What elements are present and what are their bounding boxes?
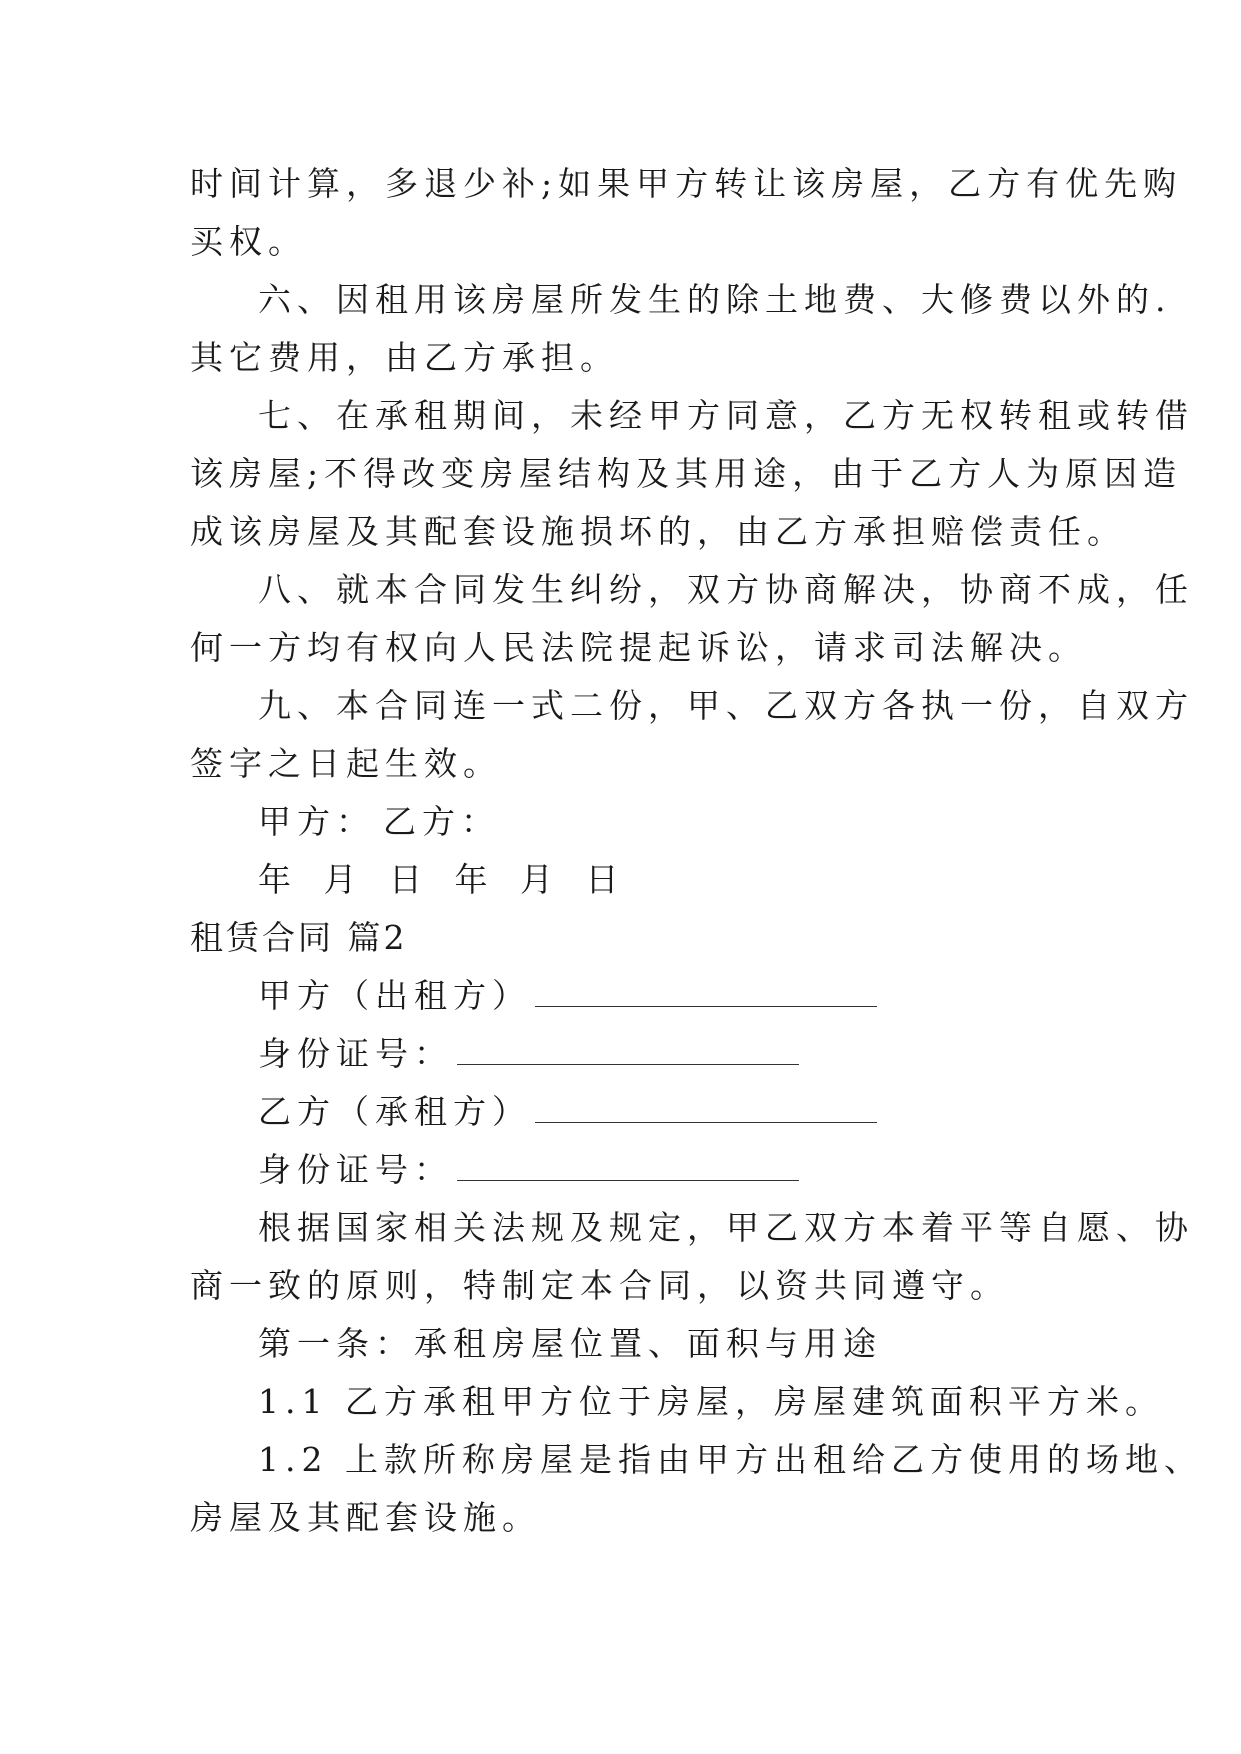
section-title: 租赁合同 篇2 [190,918,408,957]
text-line: 签字之日起生效。 [190,744,502,783]
clause-1-1: 1.1 乙方承租甲方位于房屋，房屋建筑面积平方米。 [258,1382,1164,1421]
id-label: 身份证号： [258,1034,453,1073]
party-a-label: 甲方： [258,802,375,841]
lessee-id-blank [457,1150,799,1181]
article-1-title: 第一条：承租房屋位置、面积与用途 [258,1324,882,1363]
clause-9: 九、本合同连一式二份，甲、乙双方各执一份，自双方 [258,686,1194,725]
lessor-label: 甲方（出租方） [258,976,531,1015]
text-line: 商一致的原则，特制定本合同，以资共同遵守。 [190,1266,1009,1305]
text-line: 该房屋;不得改变房屋结构及其用途，由于乙方人为原因造 [190,454,1183,493]
lessee-label: 乙方（承租方） [258,1092,531,1131]
signature-line [190,793,1050,851]
text-line: 房屋及其配套设施。 [190,1498,541,1537]
lessee-blank [535,1092,877,1123]
id-label: 身份证号： [258,1150,453,1189]
party-b-label: 乙方： [383,802,500,841]
date-right: 年 月 日 [454,860,625,899]
clause-1-2: 1.2 上款所称房屋是指由甲方出租给乙方使用的场地、 [258,1440,1203,1479]
preamble: 根据国家相关法规及规定，甲乙双方本着平等自愿、协 [258,1208,1194,1247]
clause-7: 七、在承租期间，未经甲方同意，乙方无权转租或转借 [258,396,1194,435]
lessee-field [190,1083,1050,1141]
lessor-blank [535,976,877,1007]
lessor-field [190,967,1050,1025]
lessor-id-field [190,1025,1050,1083]
date-line [190,851,1050,909]
clause-6: 六、因租用该房屋所发生的除土地费、大修费以外的. [258,280,1172,319]
text-line: 买权。 [190,222,307,261]
date-left: 年 月 日 [258,860,428,899]
lessee-id-field [190,1141,1050,1199]
document-page [190,155,1203,1547]
text-line: 何一方均有权向人民法院提起诉讼，请求司法解决。 [190,628,1087,667]
text-line: 其它费用，由乙方承担。 [190,338,619,377]
text-line: 时间计算，多退少补;如果甲方转让该房屋，乙方有优先购 [190,164,1183,203]
lessor-id-blank [457,1034,799,1065]
text-line: 成该房屋及其配套设施损坏的，由乙方承担赔偿责任。 [190,512,1126,551]
clause-8: 八、就本合同发生纠纷，双方协商解决，协商不成，任 [258,570,1194,609]
